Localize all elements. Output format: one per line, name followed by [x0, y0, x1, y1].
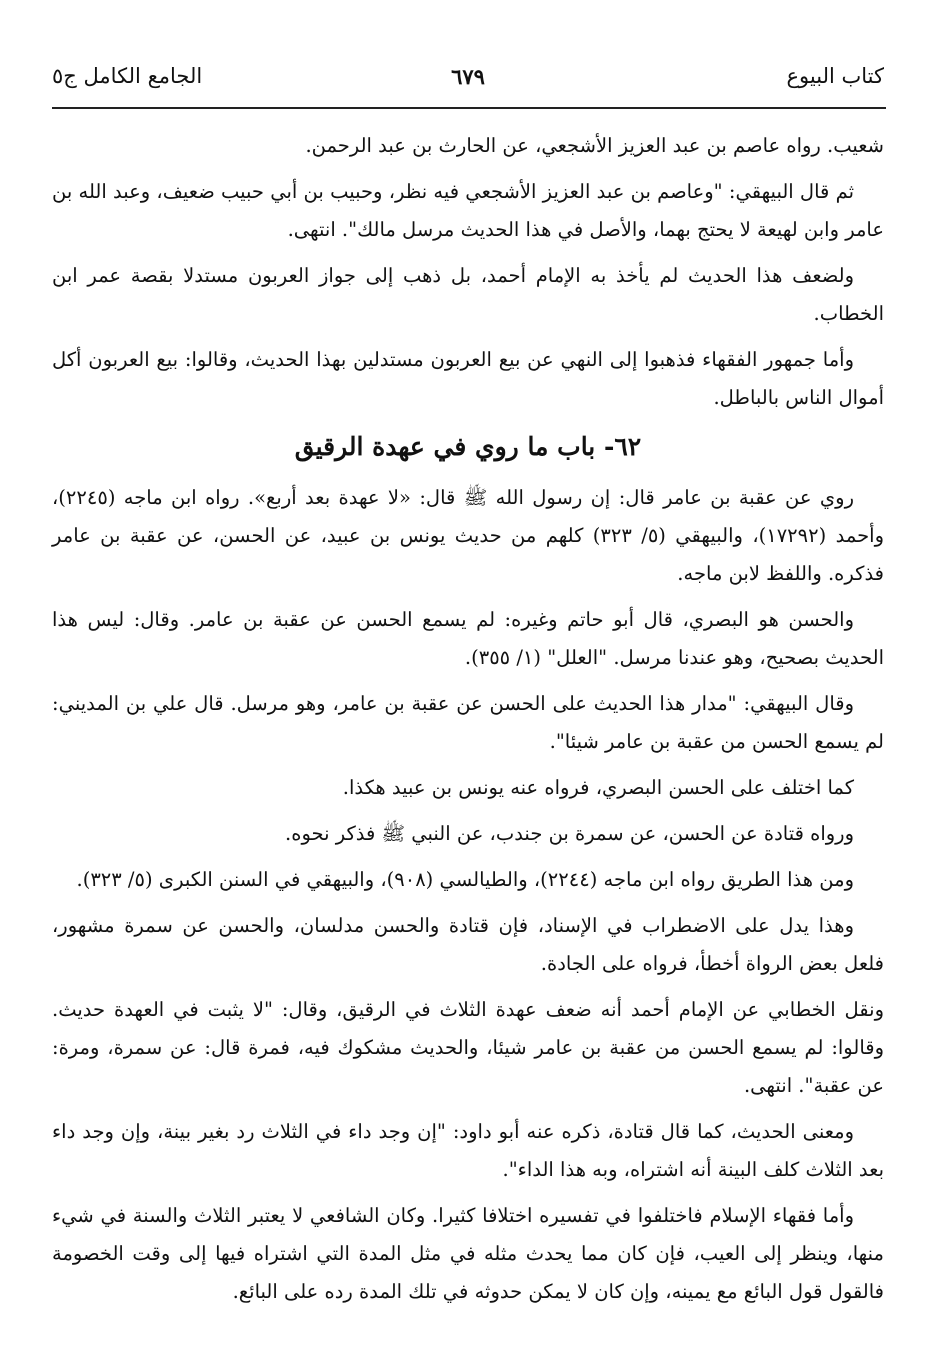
paragraph: وأما جمهور الفقهاء فذهبوا إلى النهي عن بيع العربون مستدلين بهذا الحديث، وقالوا: بيع العربون أكل أموال الناس بالباطل.	[52, 348, 884, 409]
paragraph: شعيب. رواه عاصم بن عبد العزيز الأشجعي، عن الحارث بن عبد الرحمن.	[305, 134, 884, 157]
paragraph: روي عن عقبة بن عامر قال: إن رسول الله ﷺ قال: «لا عهدة بعد أربع». رواه ابن ماجه (٢٢٤٥)، وأحمد (١٧٢٩٢)، والبيهقي (٥/ ٣٢٣) كلهم من حديث يونس بن عبيد، عن الحسن، عن عقبة بن عامر فذكره. واللفظ لابن ماجه.	[52, 486, 884, 585]
paragraph: وهذا يدل على الاضطراب في الإسناد، فإن قتادة والحسن مدلسان، والحسن عن سمرة مشهور، فلعل بعض الرواة أخطأ، فرواه على الجادة.	[52, 914, 884, 975]
paragraph: ومعنى الحديث، كما قال قتادة، ذكره عنه أبو داود: "إن وجد داء في الثلاث رد بغير بينة، وإن وجد داء بعد الثلاث كلف البينة أنه اشتراه، وبه هذا الداء".	[52, 1120, 884, 1181]
page-body	[52, 127, 884, 1319]
page-number: ٦٧٩	[451, 64, 485, 89]
paragraph: وأما فقهاء الإسلام فاختلفوا في تفسيره اختلافا كثيرا. وكان الشافعي لا يعتبر الثلاث والسنة في شيء منها، وينظر إلى العيب، فإن كان مما يحدث مثله في مثل المدة التي اشتراه فيها إلى وقت الخصومة فالقول قول البائع مع يمينه، وإن كان لا يمكن حدوثه في تلك المدة رده على البائع.	[52, 1204, 884, 1303]
book-title: كتاب البيوع	[786, 64, 884, 88]
header-rule	[52, 107, 886, 109]
paragraph: ومن هذا الطريق رواه ابن ماجه (٢٢٤٤)، والطيالسي (٩٠٨)، والبيهقي في السنن الكبرى (٥/ ٣٢٣).	[76, 868, 854, 891]
page-header	[52, 64, 884, 100]
chapter-heading: ٦٢- باب ما روي في عهدة الرقيق	[294, 432, 642, 461]
volume-title: الجامع الكامل ج٥	[52, 64, 203, 88]
paragraph: كما اختلف على الحسن البصري، فرواه عنه يونس بن عبيد هكذا.	[342, 776, 854, 799]
paragraph: ورواه قتادة عن الحسن، عن سمرة بن جندب، عن النبي ﷺ فذكر نحوه.	[285, 822, 854, 845]
paragraph: ولضعف هذا الحديث لم يأخذ به الإمام أحمد، بل ذهب إلى جواز العربون مستدلا بقصة عمر ابن الخطاب.	[52, 264, 884, 325]
paragraph: والحسن هو البصري، قال أبو حاتم وغيره: لم يسمع الحسن عن عقبة بن عامر. وقال: ليس هذا الحديث بصحيح، وهو عندنا مرسل. "العلل" (١/ ٣٥٥).	[52, 608, 884, 669]
paragraph: ونقل الخطابي عن الإمام أحمد أنه ضعف عهدة الثلاث في الرقيق، وقال: "لا يثبت في العهدة حديث. وقالوا: لم يسمع الحسن من عقبة بن عامر شيئا، والحديث مشكوك فيه، فمرة قال: عن سمرة، ومرة: عن عقبة". انتهى.	[52, 998, 884, 1097]
paragraph: وقال البيهقي: "مدار هذا الحديث على الحسن عن عقبة بن عامر، وهو مرسل. قال علي بن المديني: لم يسمع الحسن من عقبة بن عامر شيئا".	[52, 692, 884, 753]
paragraph: ثم قال البيهقي: "وعاصم بن عبد العزيز الأشجعي فيه نظر، وحبيب بن أبي حبيب ضعيف، وعبد الله بن عامر وابن لهيعة لا يحتج بهما، والأصل في هذا الحديث مرسل مالك". انتهى.	[52, 180, 884, 241]
